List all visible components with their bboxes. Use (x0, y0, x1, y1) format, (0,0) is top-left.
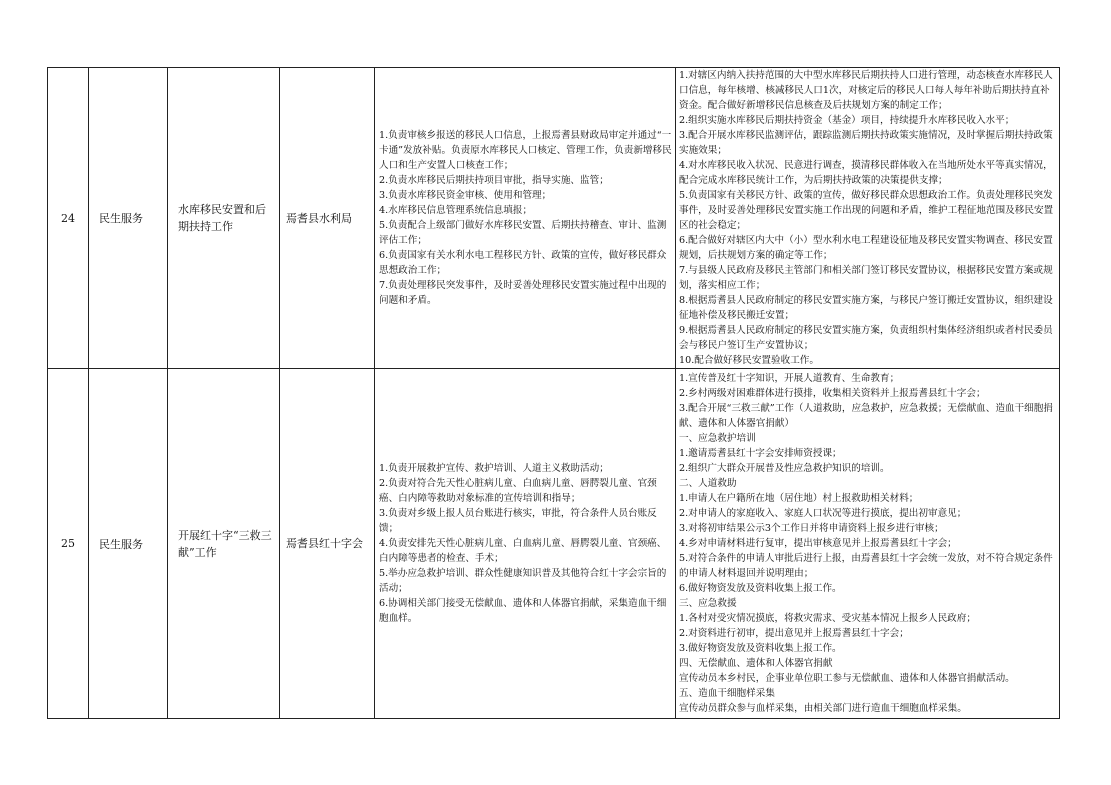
process-cell (676, 68, 1060, 369)
row-number: 25 (48, 369, 89, 719)
process-line: 2.乡村两级对困难群体进行摸排，收集相关资料并上报焉耆县红十字会； (679, 388, 986, 399)
process-line: 3.配合开展“三救三献”工作（人道救助，应急救护，应急救援；无偿献血、造血干细胞捐献、遗体和人体器官捐献） (679, 403, 1053, 429)
duty-line: 1.负责开展救护宣传、救护培训、人道主义救助活动； (379, 463, 609, 474)
process-line: 一、应急救护培训 (679, 433, 756, 444)
process-line: 1.对辖区内纳入扶持范围的大中型水库移民后期扶持人口进行管理，动态核查水库移民人口信息，每年核增、核减移民人口1次，对核定后的移民人口每人每年补助后期扶持直补资金。配合做好新增移民信息核查及后扶规划方案的制定工作； (679, 70, 1053, 111)
process-line: 宣传动员群众参与血样采集，由相关部门进行造血干细胞血样采集。 (679, 703, 967, 714)
process-line: 6.做好物资发放及资料收集上报工作。 (679, 583, 842, 594)
process-line: 二、人道救助 (679, 478, 737, 489)
duty-line: 5.举办应急救护培训、群众性健康知识普及其他符合红十字会宗旨的活动； (379, 568, 667, 594)
item-cell: 水库移民安置和后期扶持工作 (168, 68, 280, 369)
duty-line: 2.负责水库移民后期扶持项目审批，指导实施、监管； (379, 175, 609, 186)
duty-line: 1.负责审核乡报送的移民人口信息，上报焉耆县财政局审定并通过“一卡通”发放补贴。负责原水库移民人口核定、管理工作，负责新增移民人口和生产安置人口核查工作； (379, 130, 672, 171)
duty-line: 6.负责国家有关水利水电工程移民方针、政策的宣传，做好移民群众思想政治工作； (379, 250, 667, 276)
duty-line: 2.负责对符合先天性心脏病儿童、白血病儿童、唇腭裂儿童、官颈癌、白内障等救助对象标准的宣传培训和指导； (379, 478, 657, 504)
process-line: 2.组织实施水库移民后期扶持资金（基金）项目，持续提升水库移民收入水平； (679, 115, 1015, 126)
duties-cell (375, 369, 676, 719)
category-cell: 民生服务 (89, 68, 168, 369)
process-cell (676, 369, 1060, 719)
process-line: 1.申请人在户籍所在地（居住地）村上报救助相关材料； (679, 493, 919, 504)
process-line: 8.根据焉耆县人民政府制定的移民安置实施方案，与移民户签订搬迁安置协议，组织建设征地补偿及移民搬迁安置； (679, 295, 1053, 321)
table-row (48, 68, 1060, 369)
duty-table (47, 67, 1060, 719)
process-line: 1.各村对受灾情况摸底，将救灾需求、受灾基本情况上报乡人民政府； (679, 613, 976, 624)
process-line: 1.邀请焉耆县红十字会安排师资授课； (679, 448, 842, 459)
process-line: 3.做好物资发放及资料收集上报工作。 (679, 643, 842, 654)
duty-line: 6.协调相关部门接受无偿献血、遗体和人体器官捐献，采集造血干细胞血样。 (379, 598, 667, 624)
process-line: 4.对水库移民收入状况、民意进行调查，摸清移民群体收入在当地所处水平等真实情况，配合完成水库移民统计工作，为后期扶持政策的决策提供支撑； (679, 160, 1053, 186)
process-line: 9.根据焉耆县人民政府制定的移民安置实施方案，负责组织村集体经济组织或者村民委员会与移民户签订生产安置协议； (679, 325, 1053, 351)
process-line: 6.配合做好对辖区内大中（小）型水利水电工程建设征地及移民安置实物调查、移民安置规划，后扶规划方案的确定等工作； (679, 235, 1053, 261)
item-cell: 开展红十字“三救三献”工作 (168, 369, 280, 719)
process-line: 3.对将初审结果公示3个工作日并将申请资料上报乡进行审核； (679, 523, 944, 534)
process-line: 四、无偿献血、遗体和人体器官捐献 (679, 658, 833, 669)
process-line: 2.对申请人的家庭收入、家庭人口状况等进行摸底，提出初审意见； (679, 508, 967, 519)
process-line: 4.乡对申请材料进行复审，提出审核意见并上报焉耆县红十字会； (679, 538, 957, 549)
duty-line: 4.水库移民信息管理系统信息填报； (379, 205, 533, 216)
process-line: 3.配合开展水库移民监测评估，跟踪监测后期扶持政策实施情况，及时掌握后期扶持政策实施效果； (679, 130, 1053, 156)
duty-line: 7.负责处理移民突发事件，及时妥善处理移民安置实施过程中出现的问题和矛盾。 (379, 280, 667, 306)
process-line: 5.对符合条件的申请人审批后进行上报，由焉耆县红十字会统一发放，对不符合规定条件的申请人材料退回并说明理由； (679, 553, 1053, 579)
duties-cell (375, 68, 676, 369)
table-row (48, 369, 1060, 719)
process-line: 五、造血干细胞样采集 (679, 688, 775, 699)
process-line: 2.组织广大群众开展普及性应急救护知识的培训。 (679, 463, 890, 474)
process-line: 10.配合做好移民安置验收工作。 (679, 355, 819, 366)
process-line: 三、应急救援 (679, 598, 737, 609)
process-line: 7.与县级人民政府及移民主管部门和相关部门签订移民安置协议，根据移民安置方案或规划，落实相应工作； (679, 265, 1053, 291)
department-cell: 焉耆县水利局 (280, 68, 375, 369)
process-line: 宣传动员本乡村民，企事业单位职工参与无偿献血、遗体和人体器官捐献活动。 (679, 673, 1015, 684)
process-line: 1.宣传普及红十字知识，开展人道教育、生命教育； (679, 373, 900, 384)
duty-line: 3.负责对乡级上报人员台账进行核实，审批，符合条件人员台账反馈； (379, 508, 657, 534)
department-cell: 焉耆县红十字会 (280, 369, 375, 719)
duty-line: 5.负责配合上级部门做好水库移民安置、后期扶持稽查、审计、监测评估工作； (379, 220, 667, 246)
process-line: 2.对资料进行初审，提出意见并上报焉耆县红十字会； (679, 628, 909, 639)
process-line: 5.负责国家有关移民方针、政策的宣传，做好移民群众思想政治工作。负责处理移民突发事件，及时妥善处理移民安置实施工作出现的问题和矛盾，维护工程征地范围及移民安置区的社会稳定； (679, 190, 1054, 231)
duty-line: 3.负责水库移民资金审核、使用和管理； (379, 190, 552, 201)
row-number: 24 (48, 68, 89, 369)
duty-line: 4.负责安排先天性心脏病儿童、白血病儿童、唇腭裂儿童、官颈癌、白内障等患者的检查、手术； (379, 538, 667, 564)
category-cell: 民生服务 (89, 369, 168, 719)
